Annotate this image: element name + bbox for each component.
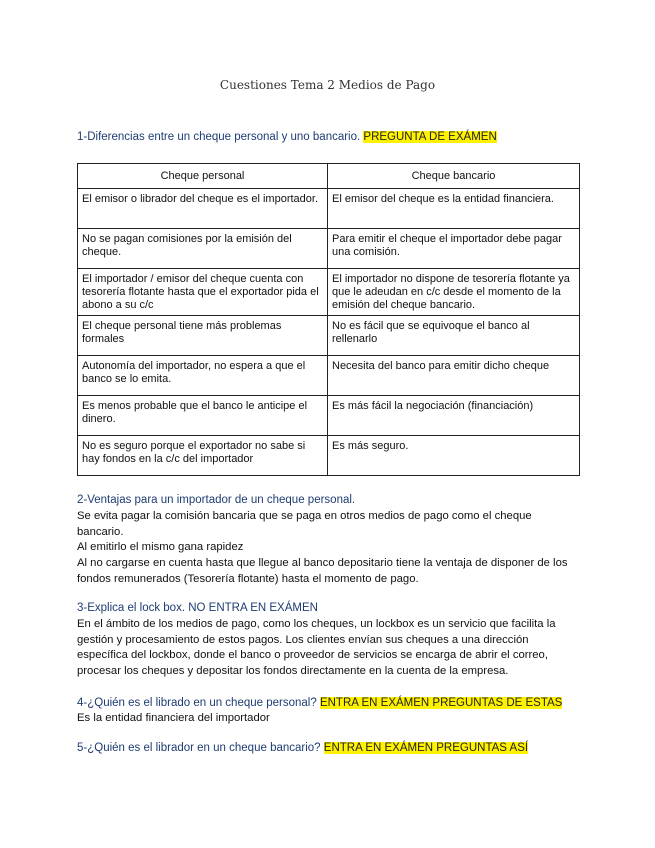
table-cell: Necesita del banco para emitir dicho cheque — [328, 356, 580, 396]
comparison-table — [77, 163, 580, 476]
question-1-text: 1-Diferencias entre un cheque personal y uno bancario. — [77, 131, 364, 143]
table-cell: El cheque personal tiene más problemas formales — [78, 316, 328, 356]
table-row — [78, 316, 580, 356]
answer-4: Es la entidad financiera del importador — [77, 712, 270, 724]
question-4-text: 4-¿Quién es el librado en un cheque personal? — [77, 697, 320, 709]
header-cheque-bancario: Cheque bancario — [328, 164, 580, 189]
table-cell: No se pagan comisiones por la emisión del cheque. — [78, 229, 328, 269]
question-2: 2-Ventajas para un importador de un cheque personal. — [77, 494, 356, 506]
question-5-exam-tag: ENTRA EN EXÁMEN PREGUNTAS ASÍ — [323, 742, 529, 754]
table-row — [78, 189, 580, 229]
table-header-row — [78, 164, 580, 189]
table-cell: El importador / emisor del cheque cuenta con tesorería flotante hasta que el exportador pida el abono a su c/c — [78, 269, 328, 316]
question-5 — [77, 742, 528, 754]
table-cell: Para emitir el cheque el importador debe pagar una comisión. — [328, 229, 580, 269]
answer-3: En el ámbito de los medios de pago, como los cheques, un lockbox es un servicio que facilita la gestión y procesamiento de estos pagos. Los clientes envían sus cheques a una dirección específica del lockbox, donde el banco o proveedor de servicios se encarga de abrir el correo, procesar los cheques y depositar los fondos directamente en la cuenta de la empresa. — [77, 618, 556, 678]
answer-2-line-1: Se evita pagar la comisión bancaria que se paga en otros medios de pago como el cheque bancario. — [77, 510, 532, 538]
answer-2 — [77, 509, 577, 588]
question-1-exam-tag: PREGUNTA DE EXÁMEN — [363, 131, 497, 143]
question-3: 3-Explica el lock box. NO ENTRA EN EXÁMEN — [77, 602, 318, 614]
table-row — [78, 396, 580, 436]
document-title: Cuestiones Tema 2 Medios de Pago — [219, 78, 436, 92]
table-row — [78, 229, 580, 269]
answer-2-line-3: Al no cargarse en cuenta hasta que llegue al banco depositario tiene la ventaja de disponer de los fondos remunerados (Tesorería flotante) hasta el momento de pago. — [77, 557, 568, 585]
table-cell: No es fácil que se equivoque el banco al rellenarlo — [328, 316, 580, 356]
table-cell: Autonomía del importador, no espera a que el banco se lo emita. — [78, 356, 328, 396]
table-cell: Es más fácil la negociación (financiación) — [328, 396, 580, 436]
answer-2-line-2: Al emitirlo el mismo gana rapidez — [77, 541, 244, 554]
question-5-text: 5-¿Quién es el librador en un cheque bancario? — [77, 742, 324, 754]
table-row — [78, 269, 580, 316]
table-row — [78, 436, 580, 476]
table-cell: Es menos probable que el banco le anticipe el dinero. — [78, 396, 328, 436]
table-cell: El importador no dispone de tesorería flotante ya que le adeudan en c/c desde el momento de la emisión del cheque bancario. — [328, 269, 580, 316]
question-4 — [77, 697, 562, 709]
header-cheque-personal: Cheque personal — [78, 164, 328, 189]
question-4-exam-tag: ENTRA EN EXÁMEN PREGUNTAS DE ESTAS — [319, 697, 563, 709]
question-1 — [77, 131, 497, 143]
table-cell: No es seguro porque el exportador no sabe si hay fondos en la c/c del importador — [78, 436, 328, 476]
table-cell: El emisor o librador del cheque es el importador. — [78, 189, 328, 229]
table-cell: Es más seguro. — [328, 436, 580, 476]
table-row — [78, 356, 580, 396]
table-cell: El emisor del cheque es la entidad financiera. — [328, 189, 580, 229]
